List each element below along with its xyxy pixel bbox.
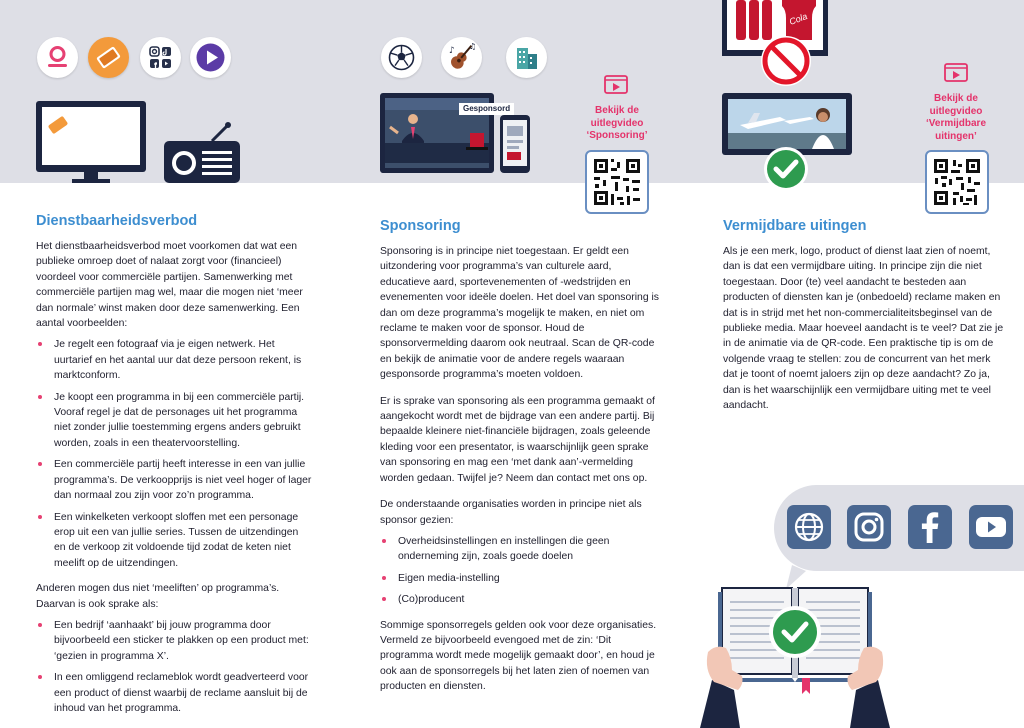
- open-book-illustration: [700, 582, 890, 728]
- play-icon: [190, 37, 231, 78]
- youtube-icon: [969, 505, 1013, 549]
- qr-label-line: ‘Vermijdbare: [925, 118, 987, 129]
- qr-label-line: Bekijk de: [595, 105, 639, 116]
- outro-paragraph: Anderen mogen dus niet ‘meeliften’ op programma’s. Daarvan is ook sprake als:: [36, 583, 280, 610]
- qr-code-vermijdbare-uitingen[interactable]: [925, 150, 989, 214]
- qr-label-line: ‘Sponsoring’: [586, 130, 648, 141]
- svg-text:♫: ♫: [469, 42, 477, 51]
- qr-label-line: Bekijk de: [934, 93, 978, 104]
- instagram-icon: [847, 505, 891, 549]
- list-item: Je koopt een programma in bij een commerciële partij. Vooraf regel je dat de personages uit het programma niet zonder jullie toestemming ergens anders gebruikt worden, zoals in een theatervoorstelling.: [36, 390, 312, 452]
- section-title: Sponsoring: [380, 218, 461, 234]
- section-title: Vermijdbare uitingen: [723, 218, 867, 234]
- list-item: Je regelt een fotograaf via je eigen netwerk. Het uurtarief en het aantal uur dat deze persoon rekent, is marktconform.: [36, 337, 312, 383]
- qr-label-line: uitlegvideo: [590, 117, 644, 129]
- paragraph: Als je een merk, logo, product of dienst laat zien of noemt, dan is dat een vermijdbare uiting. In principe zijn die niet toegestaan. Door (te) veel aandacht te besteden aan producten of diensten kan je (onbedoeld) reclame maken en dat is in strijd met het non-commercialiteitsbeginsel van de publieke media. Maar hoeveel aandacht is te veel? Dat zie je in de animatie via de QR-code. Een praktische tip is om de volgende vraag te stellen: zou de concurrent van het merk dat je toont of noemt jaloers zijn op deze aandacht? Zo ja, dan is het waarschijnlijk een vermijdbare uiting met te veel aandacht.: [723, 246, 1004, 412]
- intro-paragraph: Het dienstbaarheidsverbod moet voorkomen dat wat een publieke omroep doet of nalaat zorgt voor (financieel) voordeel voor commerciële partijen. Samenwerking met commerciële partijen mag wel, maar die mogen niet ‘meer dan normale’ winst maken door deze samenwerking. Een aantal voorbeelden:: [36, 241, 303, 330]
- paragraph: De onderstaande organisaties worden in principe niet als sponsor gezien:: [380, 499, 642, 526]
- tv-and-radio-illustration: [36, 101, 306, 183]
- tv-check-illustration: [722, 93, 852, 193]
- video-icon: [943, 62, 969, 84]
- broadcaster-logo-icon: [37, 37, 78, 78]
- cola-prohibited-illustration: [722, 0, 830, 92]
- list-item: (Co)producent: [380, 592, 662, 607]
- list-item: Een winkelketen verkoopt sloffen met een personage erop uit een van jullie series. Tussen de uitzendingen en de verkoop zit voldoende tijd zodat de keten niet meelift op de uitzendingen.: [36, 510, 312, 572]
- paragraph: Sommige sponsorregels gelden ook voor deze organisaties. Vermeld ze bijvoorbeeld evengoed met de zin: ‘Dit programma wordt mede mogelijk gemaakt door’, en houd je ook aan de sponsorregels bij het laten zien of noemen van producten en diensten.: [380, 619, 657, 693]
- list-item: Overheidsinstellingen en instellingen die geen onderneming zijn, zoals goede doelen: [380, 534, 662, 565]
- qr-label-line: uitingen’: [935, 130, 977, 142]
- examples-list: [36, 337, 312, 571]
- video-icon: [603, 74, 629, 96]
- list-item: In een omliggend reclameblok wordt geadverteerd voor een product of dienst waarbij de reclame aansluit bij de inhoud van het programma.: [36, 670, 312, 716]
- list-item: Eigen media-instelling: [380, 571, 662, 586]
- qr-label-line: uitlegvideo: [929, 105, 983, 117]
- qr-pattern: [587, 152, 647, 212]
- cola-label: Cola: [787, 11, 809, 27]
- qr-label-sponsoring: [574, 105, 660, 143]
- guitar-icon: [441, 37, 482, 78]
- globe-icon: [787, 505, 831, 549]
- paragraph: Sponsoring is in principe niet toegestaan. Er geldt een uitzondering voor programma’s van culturele aard, educatieve aard, sportevenementen of -wedstrijden en evenementen voor ideële doelen. Het doel van sponsoring is dan om deze programma’s mogelijk te maken, en niet om reclame te maken voor de sponsor. Houd de sponsorvermelding daarom ook neutraal. Scan de QR-code en bekijk de animatie voor de andere regels waaraan gesponsorde programma’s moeten voldoen.: [380, 246, 659, 381]
- svg-text:♪: ♪: [449, 46, 455, 56]
- qr-pattern: [927, 152, 987, 212]
- cases-list: [36, 618, 312, 716]
- tag-icon: [88, 37, 129, 78]
- qr-label-vermijdbare-uitingen: [913, 93, 999, 143]
- column-dienstbaarheidsverbod: [36, 212, 312, 726]
- building-icon: [506, 37, 547, 78]
- qr-code-sponsoring[interactable]: [585, 150, 649, 214]
- organisations-list: [380, 534, 662, 608]
- sponsored-badge: Gesponsord: [459, 103, 514, 115]
- list-item: Een bedrijf ‘aanhaakt’ bij jouw programma door bijvoorbeeld een sticker te plakken op een product met: ‘gezien in programma X’.: [36, 618, 312, 664]
- social-apps-icon: [140, 37, 181, 78]
- paragraph: Er is sprake van sponsoring als een programma gemaakt of aangekocht wordt met de bijdrage van een andere partij. Bij bepaalde kleinere niet-financiële bijdragen, zoals geleende kleding voor een presentator, is waarschijnlijk geen sprake van sponsoring en mag een ‘met dank aan’-vermelding worden gedaan. Twijfel je? Neem dan contact met ons op.: [380, 395, 655, 484]
- column-vermijdbare-uitingen: [723, 217, 1005, 413]
- football-icon: [381, 37, 422, 78]
- section-title: Dienstbaarheidsverbod: [36, 213, 198, 229]
- column-sponsoring: [380, 217, 662, 695]
- facebook-icon: [908, 505, 952, 549]
- list-item: Een commerciële partij heeft interesse in een van jullie programma’s. De verkoopprijs is niet veel hoger of lager dan normaal zou zijn voor zo’n programma.: [36, 457, 312, 503]
